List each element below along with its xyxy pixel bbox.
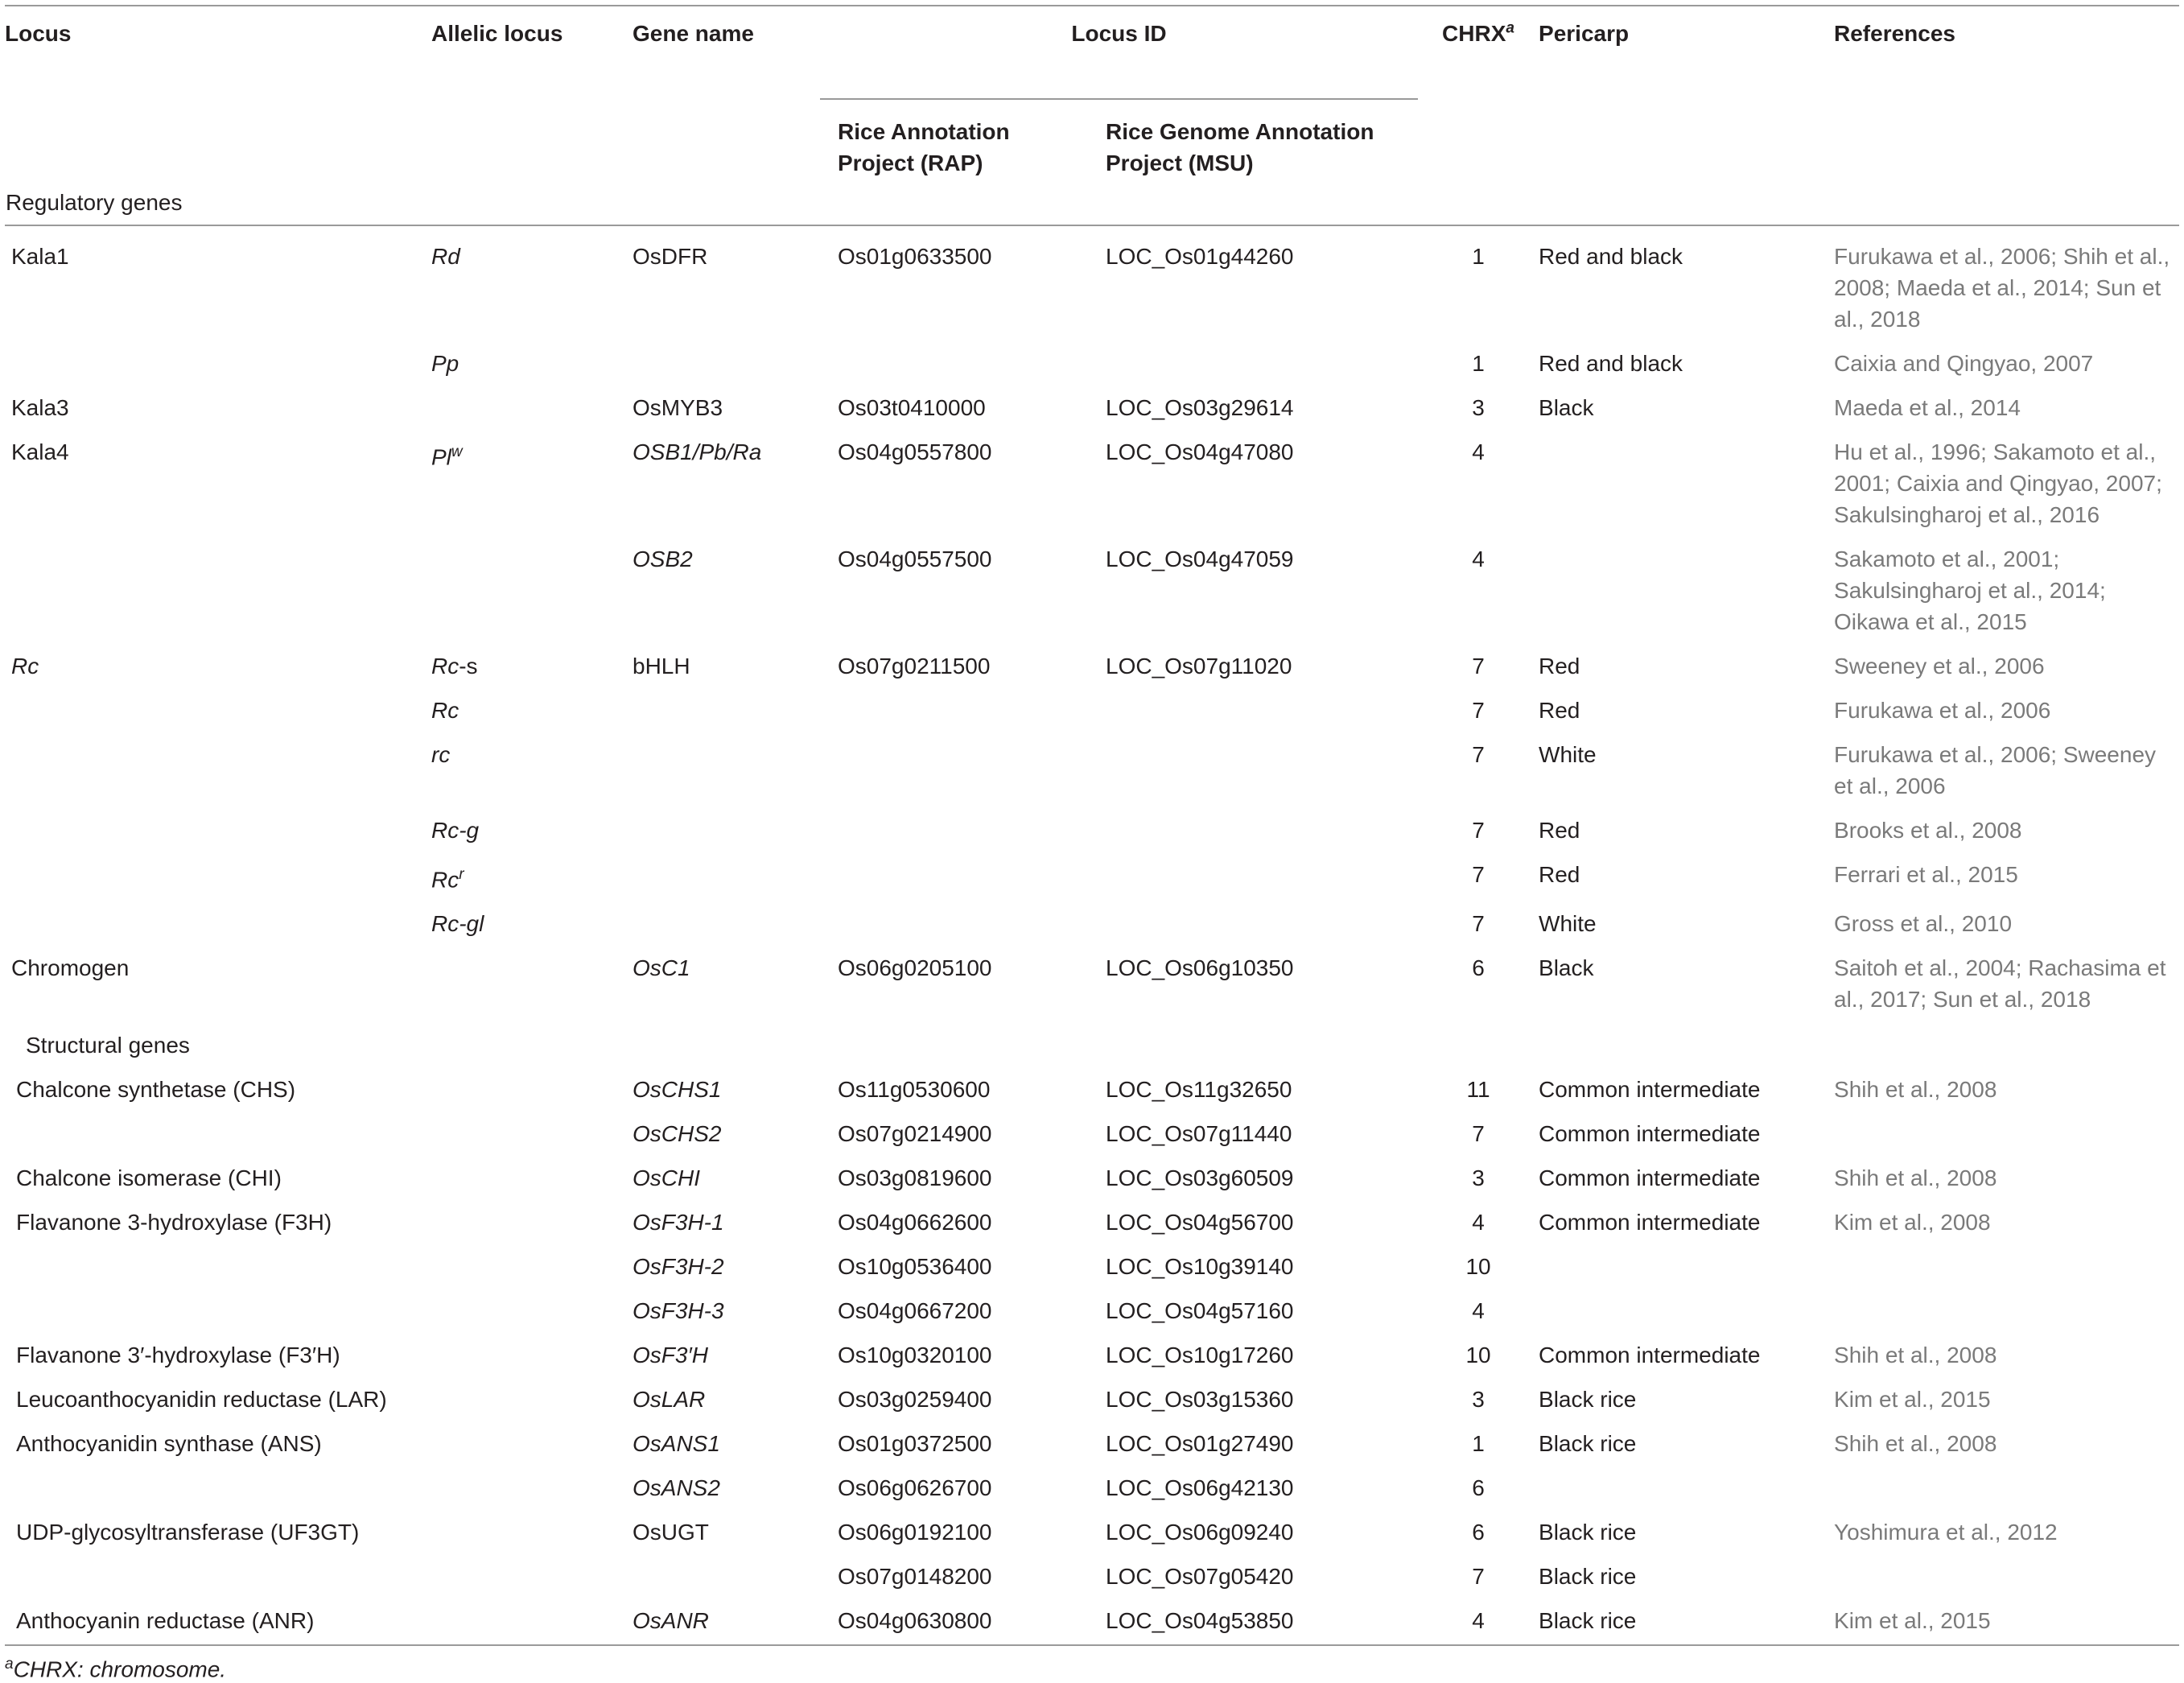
cell-pericarp: Common intermediate bbox=[1539, 1077, 1761, 1103]
cell-rap: Os11g0530600 bbox=[838, 1077, 991, 1103]
cell-chrx: 1 bbox=[1472, 244, 1485, 269]
allelic-suffix: -s bbox=[459, 654, 478, 679]
cell-chrx: 7 bbox=[1472, 1121, 1485, 1147]
table-row bbox=[5, 1598, 2179, 1645]
cell-allelic-locus bbox=[431, 1067, 633, 1112]
cell-references: Shih et al., 2008 bbox=[1834, 1165, 1997, 1191]
cell-gene-name bbox=[633, 1554, 820, 1598]
cell-references: Kim et al., 2008 bbox=[1834, 1210, 1991, 1235]
cell-allelic-locus bbox=[431, 1289, 633, 1333]
cell-locus: Kala1 bbox=[11, 244, 69, 269]
cell-references: Kim et al., 2015 bbox=[1834, 1387, 1991, 1413]
cell-pericarp bbox=[1539, 1466, 1834, 1510]
cell-allelic-locus bbox=[431, 946, 633, 1021]
cell-rap: Os03g0259400 bbox=[838, 1387, 992, 1413]
structural-body bbox=[5, 1021, 2179, 1645]
cell-gene-name: OSB2 bbox=[633, 547, 693, 571]
cell-pericarp: Black rice bbox=[1539, 1431, 1637, 1457]
cell-msu: LOC_Os07g11020 bbox=[1106, 654, 1292, 679]
allelic-text: Rd bbox=[431, 244, 460, 269]
cell-chrx: 6 bbox=[1472, 955, 1485, 981]
header-allelic-locus: Allelic locus bbox=[431, 21, 563, 46]
cell-gene-name bbox=[633, 732, 820, 808]
cell-pericarp: White bbox=[1539, 911, 1597, 937]
cell-chrx: 7 bbox=[1472, 742, 1485, 767]
allelic-text: Rc bbox=[431, 867, 459, 893]
cell-rap bbox=[820, 341, 1088, 386]
allelic-text: Rc-gl bbox=[431, 911, 484, 937]
cell-gene-name: OsMYB3 bbox=[633, 395, 723, 420]
cell-gene-name bbox=[633, 852, 820, 901]
cell-chrx: 3 bbox=[1472, 1165, 1485, 1191]
cell-references: Shih et al., 2008 bbox=[1834, 1431, 1997, 1457]
regulatory-body bbox=[5, 225, 2179, 1021]
cell-allelic-locus bbox=[431, 537, 633, 644]
cell-pericarp: Black rice bbox=[1539, 1387, 1637, 1413]
cell-pericarp: Red bbox=[1539, 698, 1580, 723]
cell-locus bbox=[5, 1244, 431, 1289]
cell-allelic-locus bbox=[431, 1244, 633, 1289]
table-row bbox=[5, 1200, 2179, 1244]
cell-references bbox=[1834, 1112, 2179, 1156]
allelic-sup: r bbox=[459, 866, 464, 883]
header-gene-name: Gene name bbox=[633, 21, 754, 46]
cell-chrx: 10 bbox=[1465, 1343, 1491, 1368]
cell-gene-name: OsC1 bbox=[633, 955, 690, 981]
cell-msu: LOC_Os11g32650 bbox=[1106, 1077, 1292, 1103]
cell-locus bbox=[5, 688, 431, 732]
cell-pericarp: White bbox=[1539, 742, 1597, 767]
table-row bbox=[5, 1112, 2179, 1156]
cell-allelic-locus bbox=[431, 1466, 633, 1510]
cell-locus: Chalcone isomerase (CHI) bbox=[16, 1165, 282, 1191]
allelic-text: Rc bbox=[431, 698, 459, 723]
cell-pericarp: Common intermediate bbox=[1539, 1210, 1761, 1235]
cell-msu: LOC_Os10g39140 bbox=[1106, 1254, 1294, 1280]
cell-gene-name: OsCHS2 bbox=[633, 1121, 722, 1147]
cell-msu bbox=[1088, 808, 1418, 852]
allelic-text: rc bbox=[431, 742, 451, 767]
cell-msu bbox=[1088, 341, 1418, 386]
cell-allelic-locus bbox=[431, 1200, 633, 1244]
cell-chrx: 7 bbox=[1472, 862, 1485, 887]
cell-gene-name: OsCHS1 bbox=[633, 1077, 722, 1103]
cell-locus: Chromogen bbox=[11, 955, 130, 981]
cell-msu bbox=[1088, 901, 1418, 946]
cell-chrx: 6 bbox=[1472, 1475, 1485, 1501]
table-row bbox=[5, 1333, 2179, 1377]
section-regulatory-row bbox=[5, 179, 2179, 225]
cell-chrx: 3 bbox=[1472, 395, 1485, 420]
header-pericarp: Pericarp bbox=[1539, 21, 1630, 46]
table-row bbox=[5, 688, 2179, 732]
cell-msu: LOC_Os04g47059 bbox=[1106, 547, 1294, 571]
cell-references: Ferrari et al., 2015 bbox=[1834, 862, 2018, 887]
cell-gene-name: OsANR bbox=[633, 1598, 820, 1645]
cell-rap: Os04g0630800 bbox=[820, 1598, 1088, 1645]
cell-rap: Os07g0148200 bbox=[838, 1564, 992, 1590]
allelic-text: Rc-g bbox=[431, 818, 480, 843]
cell-chrx: 7 bbox=[1472, 654, 1485, 679]
table-row bbox=[5, 732, 2179, 808]
table-row bbox=[5, 1421, 2179, 1466]
cell-gene-name: OsF3H-3 bbox=[633, 1298, 724, 1324]
cell-references: Brooks et al., 2008 bbox=[1834, 818, 2022, 843]
cell-allelic-locus bbox=[431, 386, 633, 430]
section-structural-label: Structural genes bbox=[26, 1033, 190, 1058]
cell-references: Yoshimura et al., 2012 bbox=[1834, 1520, 2058, 1545]
table-row bbox=[5, 1156, 2179, 1200]
cell-pericarp bbox=[1539, 537, 1834, 644]
cell-rap: Os01g0372500 bbox=[838, 1431, 992, 1457]
cell-pericarp: Black rice bbox=[1539, 1564, 1637, 1590]
cell-msu: LOC_Os01g44260 bbox=[1106, 244, 1294, 269]
cell-msu: LOC_Os10g17260 bbox=[1106, 1343, 1294, 1368]
header-references: References bbox=[1834, 21, 1955, 46]
cell-msu: LOC_Os06g09240 bbox=[1106, 1520, 1294, 1545]
cell-rap bbox=[820, 732, 1088, 808]
cell-msu: LOC_Os07g11440 bbox=[1106, 1121, 1292, 1147]
cell-locus: Kala4 bbox=[11, 439, 69, 464]
cell-msu: LOC_Os03g60509 bbox=[1106, 1165, 1294, 1191]
cell-locus bbox=[5, 808, 431, 852]
cell-allelic-locus bbox=[431, 1112, 633, 1156]
cell-pericarp bbox=[1539, 1244, 1834, 1289]
cell-locus bbox=[5, 341, 431, 386]
cell-rap: Os06g0205100 bbox=[838, 955, 992, 981]
allelic-sup: w bbox=[451, 443, 463, 460]
cell-locus bbox=[5, 1554, 431, 1598]
cell-locus bbox=[5, 1289, 431, 1333]
cell-rap: Os04g0662600 bbox=[838, 1210, 992, 1235]
cell-allelic-locus bbox=[431, 1554, 633, 1598]
cell-pericarp: Common intermediate bbox=[1539, 1121, 1761, 1147]
cell-allelic-locus bbox=[431, 644, 633, 688]
cell-pericarp: Red bbox=[1539, 862, 1580, 887]
cell-pericarp: Common intermediate bbox=[1539, 1165, 1761, 1191]
cell-gene-name bbox=[633, 341, 820, 386]
cell-gene-name bbox=[633, 688, 820, 732]
cell-gene-name: OsANS1 bbox=[633, 1431, 720, 1457]
table-row bbox=[5, 225, 2179, 341]
cell-msu: LOC_Os04g47080 bbox=[1106, 439, 1294, 464]
header-locus-id: Locus ID bbox=[1071, 21, 1167, 46]
cell-msu: LOC_Os06g42130 bbox=[1106, 1475, 1294, 1501]
cell-references: Furukawa et al., 2006; Shih et al., 2008; Maeda et al., 2014; Sun et al., 2018 bbox=[1834, 244, 2170, 332]
cell-msu bbox=[1088, 688, 1418, 732]
cell-msu: LOC_Os03g29614 bbox=[1106, 395, 1294, 420]
cell-rap bbox=[820, 852, 1088, 901]
cell-allelic-locus bbox=[431, 1333, 633, 1377]
cell-chrx: 4 bbox=[1472, 547, 1485, 571]
table-row bbox=[5, 901, 2179, 946]
cell-gene-name: OsANS2 bbox=[633, 1475, 720, 1501]
cell-locus bbox=[5, 732, 431, 808]
cell-locus bbox=[5, 852, 431, 901]
table-row bbox=[5, 1510, 2179, 1554]
table-row bbox=[5, 852, 2179, 901]
cell-references: Sweeney et al., 2006 bbox=[1834, 654, 2045, 679]
cell-locus: Anthocyanidin synthase (ANS) bbox=[16, 1431, 322, 1457]
cell-allelic-locus bbox=[431, 852, 633, 901]
cell-chrx: 10 bbox=[1465, 1254, 1491, 1280]
cell-allelic-locus bbox=[431, 1377, 633, 1421]
cell-msu: LOC_Os04g53850 bbox=[1088, 1598, 1418, 1645]
footnote-text: CHRX: chromosome. bbox=[13, 1656, 227, 1682]
cell-references bbox=[1834, 1554, 2179, 1598]
cell-locus bbox=[5, 1112, 431, 1156]
cell-gene-name: OsUGT bbox=[633, 1520, 709, 1545]
cell-locus: Kala3 bbox=[11, 395, 69, 420]
cell-pericarp: Common intermediate bbox=[1539, 1343, 1761, 1368]
cell-msu: LOC_Os07g05420 bbox=[1106, 1564, 1294, 1590]
table-row bbox=[5, 430, 2179, 537]
cell-msu: LOC_Os04g57160 bbox=[1106, 1298, 1294, 1324]
header-rap: Rice Annotation Project (RAP) bbox=[820, 99, 1088, 179]
cell-locus: Flavanone 3-hydroxylase (F3H) bbox=[16, 1210, 332, 1235]
cell-pericarp: Red and black bbox=[1539, 244, 1683, 269]
cell-allelic-locus bbox=[431, 341, 633, 386]
section-structural-row bbox=[5, 1021, 2179, 1067]
table-row bbox=[5, 1466, 2179, 1510]
cell-locus bbox=[5, 1466, 431, 1510]
table-row bbox=[5, 644, 2179, 688]
cell-allelic-locus bbox=[431, 1156, 633, 1200]
allelic-text: Rc bbox=[431, 654, 459, 679]
allelic-text: Pp bbox=[431, 351, 459, 376]
cell-rap bbox=[820, 901, 1088, 946]
footnote-sup: a bbox=[5, 1656, 14, 1673]
cell-allelic-locus bbox=[431, 808, 633, 852]
table-row bbox=[5, 537, 2179, 644]
cell-gene-name: OsDFR bbox=[633, 244, 708, 269]
header-chrx bbox=[1418, 6, 1539, 179]
cell-chrx: 3 bbox=[1472, 1387, 1485, 1413]
cell-pericarp: Black bbox=[1539, 955, 1594, 981]
cell-allelic-locus bbox=[431, 430, 633, 537]
cell-msu: LOC_Os01g27490 bbox=[1106, 1431, 1294, 1457]
header-locus: Locus bbox=[5, 21, 72, 46]
cell-pericarp: Black rice bbox=[1539, 1598, 1834, 1645]
cell-chrx: 7 bbox=[1472, 911, 1485, 937]
cell-gene-name bbox=[633, 901, 820, 946]
cell-chrx: 4 bbox=[1472, 1298, 1485, 1324]
cell-references: Shih et al., 2008 bbox=[1834, 1077, 1997, 1103]
cell-rap: Os01g0633500 bbox=[838, 244, 992, 269]
cell-rap: Os03g0819600 bbox=[838, 1165, 992, 1191]
cell-locus bbox=[5, 901, 431, 946]
cell-pericarp bbox=[1539, 1289, 1834, 1333]
footnote bbox=[5, 1656, 2179, 1682]
cell-gene-name: OsCHI bbox=[633, 1165, 700, 1191]
cell-rap: Os07g0211500 bbox=[838, 654, 991, 679]
cell-gene-name: OSB1/Pb/Ra bbox=[633, 439, 762, 464]
cell-locus: UDP-glycosyltransferase (UF3GT) bbox=[16, 1520, 360, 1545]
cell-locus: Rc bbox=[11, 654, 39, 679]
cell-chrx: 6 bbox=[1472, 1520, 1485, 1545]
cell-chrx: 7 bbox=[1472, 698, 1485, 723]
cell-gene-name: OsF3′H bbox=[633, 1343, 708, 1368]
cell-allelic-locus bbox=[431, 732, 633, 808]
header-chrx-text: CHRX bbox=[1442, 21, 1506, 46]
cell-chrx: 1 bbox=[1472, 351, 1485, 376]
cell-references: Furukawa et al., 2006 bbox=[1834, 698, 2051, 723]
table-row bbox=[5, 1377, 2179, 1421]
cell-chrx: 4 bbox=[1472, 1210, 1485, 1235]
cell-msu: LOC_Os03g15360 bbox=[1106, 1387, 1294, 1413]
cell-pericarp: Black rice bbox=[1539, 1520, 1637, 1545]
cell-pericarp bbox=[1539, 430, 1834, 537]
cell-chrx: 7 bbox=[1472, 818, 1485, 843]
cell-pericarp: Red bbox=[1539, 654, 1580, 679]
section-regulatory-label: Regulatory genes bbox=[5, 179, 2179, 225]
table-row bbox=[5, 946, 2179, 1021]
cell-rap bbox=[820, 688, 1088, 732]
cell-references: Maeda et al., 2014 bbox=[1834, 395, 2021, 420]
table-row bbox=[5, 1289, 2179, 1333]
cell-rap: Os07g0214900 bbox=[838, 1121, 992, 1147]
cell-allelic-locus bbox=[431, 1598, 633, 1645]
cell-references bbox=[1834, 1466, 2179, 1510]
allelic-text: Pl bbox=[431, 444, 451, 470]
table-row bbox=[5, 1244, 2179, 1289]
cell-references: Sakamoto et al., 2001; Sakulsingharoj et al., 2014; Oikawa et al., 2015 bbox=[1834, 547, 2106, 634]
cell-pericarp: Red bbox=[1539, 818, 1580, 843]
cell-gene-name bbox=[633, 808, 820, 852]
cell-msu bbox=[1088, 732, 1418, 808]
header-msu: Rice Genome Annotation Project (MSU) bbox=[1088, 99, 1418, 179]
cell-locus: Anthocyanin reductase (ANR) bbox=[5, 1598, 431, 1645]
cell-gene-name: bHLH bbox=[633, 654, 690, 679]
cell-rap: Os06g0626700 bbox=[838, 1475, 992, 1501]
cell-locus: Flavanone 3′-hydroxylase (F3′H) bbox=[16, 1343, 340, 1368]
table-row bbox=[5, 808, 2179, 852]
cell-rap: Os04g0557500 bbox=[838, 547, 992, 571]
cell-chrx: 11 bbox=[1466, 1077, 1490, 1103]
cell-allelic-locus bbox=[431, 225, 633, 341]
cell-allelic-locus bbox=[431, 1421, 633, 1466]
cell-chrx: 1 bbox=[1472, 1431, 1485, 1457]
table-row bbox=[5, 341, 2179, 386]
cell-rap: Os10g0536400 bbox=[838, 1254, 992, 1280]
cell-rap bbox=[820, 808, 1088, 852]
cell-references: Shih et al., 2008 bbox=[1834, 1343, 1997, 1368]
cell-locus: Leucoanthocyanidin reductase (LAR) bbox=[16, 1387, 387, 1413]
cell-references: Saitoh et al., 2004; Rachasima et al., 2017; Sun et al., 2018 bbox=[1834, 955, 2166, 1013]
cell-gene-name: OsLAR bbox=[633, 1387, 706, 1413]
header-row bbox=[5, 6, 2179, 99]
cell-allelic-locus bbox=[431, 901, 633, 946]
table-row bbox=[5, 386, 2179, 430]
gene-table bbox=[5, 5, 2179, 1646]
cell-msu: LOC_Os06g10350 bbox=[1106, 955, 1294, 981]
cell-chrx: 7 bbox=[1472, 1564, 1485, 1590]
cell-chrx: 4 bbox=[1418, 1598, 1539, 1645]
cell-rap: Os10g0320100 bbox=[838, 1343, 992, 1368]
cell-references bbox=[1834, 1289, 2179, 1333]
table-row bbox=[5, 1554, 2179, 1598]
cell-references: Caixia and Qingyao, 2007 bbox=[1834, 351, 2094, 376]
cell-references: Kim et al., 2015 bbox=[1834, 1598, 2179, 1645]
cell-rap: Os04g0667200 bbox=[838, 1298, 992, 1324]
header-chrx-sup: a bbox=[1506, 19, 1514, 37]
cell-locus: Chalcone synthetase (CHS) bbox=[16, 1077, 296, 1103]
table-row bbox=[5, 1067, 2179, 1112]
cell-references: Furukawa et al., 2006; Sweeney et al., 2006 bbox=[1834, 742, 2157, 798]
cell-gene-name: OsF3H-1 bbox=[633, 1210, 724, 1235]
cell-pericarp: Black bbox=[1539, 395, 1594, 420]
table-container bbox=[5, 5, 2179, 1683]
cell-msu bbox=[1088, 852, 1418, 901]
cell-references: Hu et al., 1996; Sakamoto et al., 2001; Caixia and Qingyao, 2007; Sakulsingharoj et al., 2016 bbox=[1834, 439, 2162, 527]
cell-allelic-locus bbox=[431, 688, 633, 732]
cell-locus bbox=[5, 537, 431, 644]
cell-rap: Os03t0410000 bbox=[838, 395, 986, 420]
cell-chrx: 4 bbox=[1472, 439, 1485, 464]
cell-rap: Os06g0192100 bbox=[838, 1520, 992, 1545]
cell-msu: LOC_Os04g56700 bbox=[1106, 1210, 1294, 1235]
cell-references: Gross et al., 2010 bbox=[1834, 911, 2013, 937]
cell-gene-name: OsF3H-2 bbox=[633, 1254, 724, 1280]
cell-references bbox=[1834, 1244, 2179, 1289]
cell-pericarp: Red and black bbox=[1539, 351, 1683, 376]
cell-allelic-locus bbox=[431, 1510, 633, 1554]
cell-rap: Os04g0557800 bbox=[838, 439, 992, 464]
